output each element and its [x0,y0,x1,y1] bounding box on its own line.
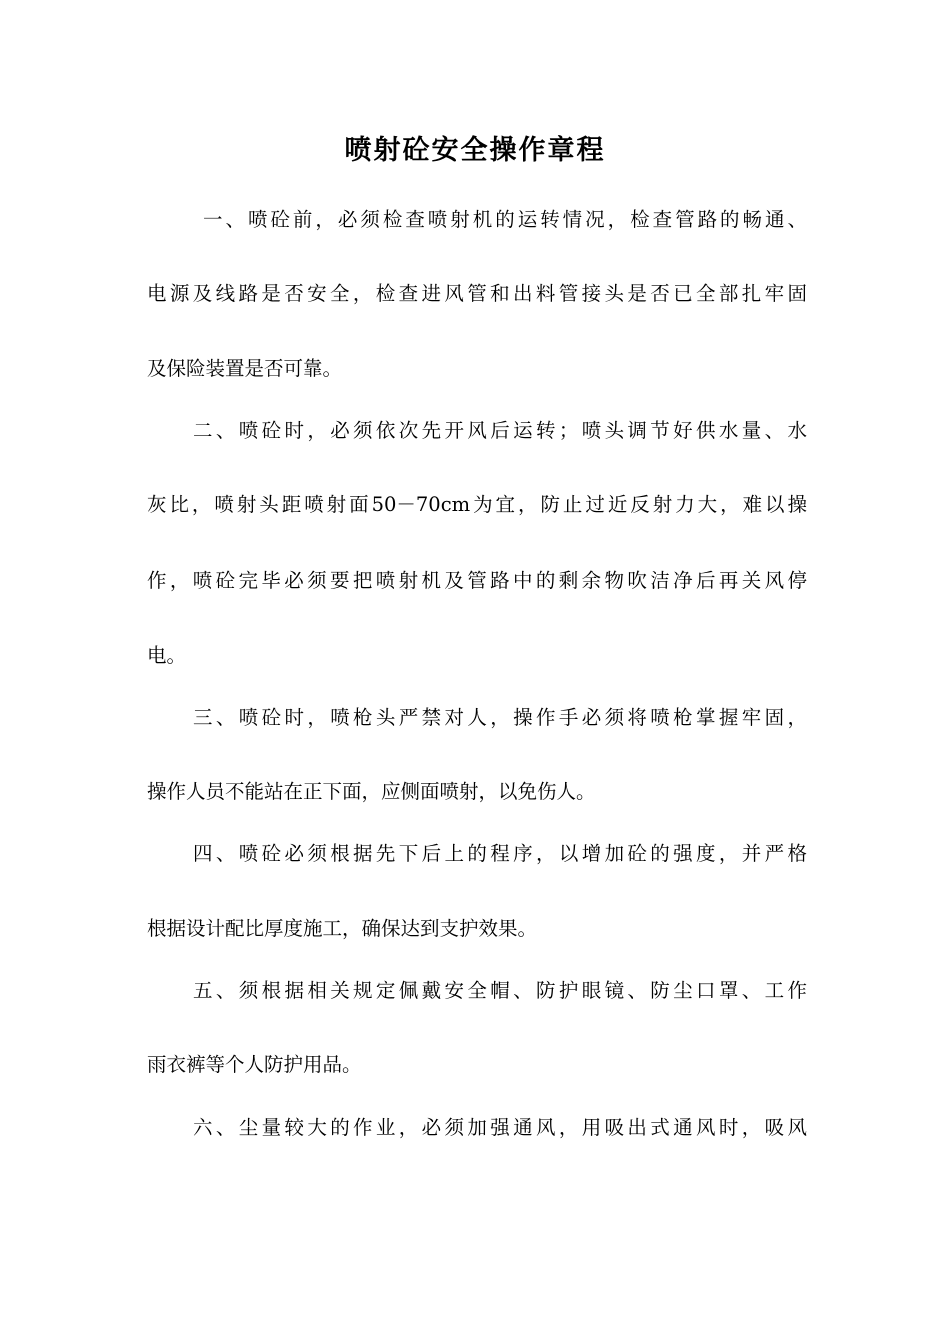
paragraph-line: 四、喷砼必须根据先下后上的程序，以增加砼的强度，并严格 [193,842,807,865]
paragraph-line: 灰比，喷射头距喷射面50－70cm为宜，防止过近反射力大，难以操 [147,493,807,516]
paragraph-line: 操作人员不能站在正下面，应侧面喷射，以免伤人。 [147,780,596,803]
paragraph-line: 六、尘量较大的作业，必须加强通风，用吸出式通风时，吸风 [193,1116,807,1139]
document-title: 喷射砼安全操作章程 [344,135,606,166]
paragraph-line: 三、喷砼时，喷枪头严禁对人，操作手必须将喷枪掌握牢固， [193,706,807,729]
paragraph-line: 及保险装置是否可靠。 [147,357,343,380]
paragraph-line: 雨衣裤等个人防护用品。 [147,1053,362,1076]
paragraph-line: 电。 [147,644,187,667]
paragraph-line: 作，喷砼完毕必须要把喷射机及管路中的剩余物吹洁净后再关风停 [147,569,807,592]
paragraph-line: 电源及线路是否安全，检查进风管和出料管接头是否已全部扎牢固 [147,282,807,305]
paragraph-line: 一、喷砼前，必须检查喷射机的运转情况，检查管路的畅通、 [203,208,807,231]
paragraph-line: 二、喷砼时，必须依次先开风后运转；喷头调节好供水量、水 [193,419,807,442]
paragraph-line: 根据设计配比厚度施工，确保达到支护效果。 [147,917,538,940]
paragraph-line: 五、须根据相关规定佩戴安全帽、防护眼镜、防尘口罩、工作 [193,979,807,1002]
